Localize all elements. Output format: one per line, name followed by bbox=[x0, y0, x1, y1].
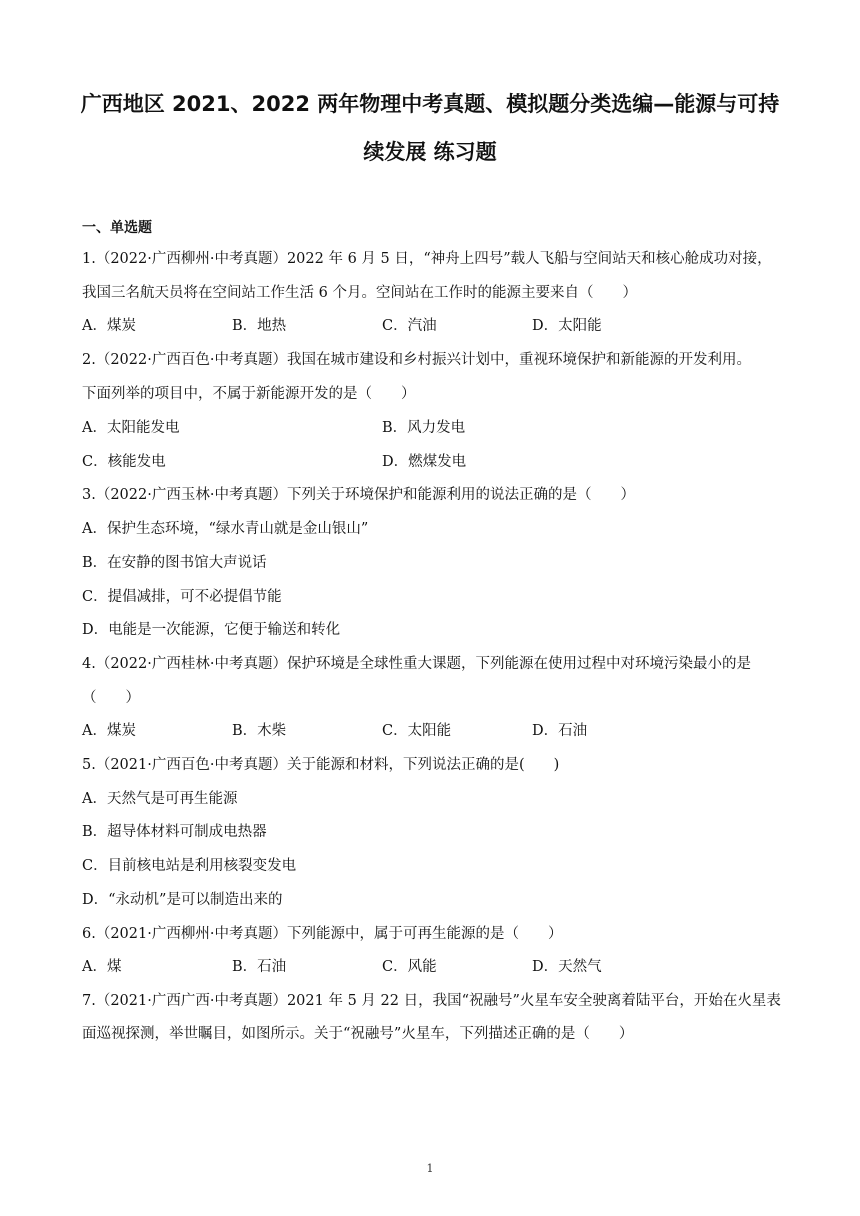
question-3-option-b: B．在安静的图书馆大声说话 bbox=[82, 555, 267, 571]
question-1-text-line-1: 1.（2022·广西柳州·中考真题）2022 年 6 月 5 日，“神舟上四号”载人飞船与空间站天和核心舱成功对接， bbox=[82, 251, 772, 267]
question-3-text-line-1: 3.（2022·广西玉林·中考真题）下列关于环境保护和能源利用的说法正确的是（ ） bbox=[82, 487, 635, 503]
document-title-line-2: 续发展 练习题 bbox=[363, 140, 497, 164]
question-5-text-line-1: 5.（2021·广西百色·中考真题）关于能源和材料，下列说法正确的是( ) bbox=[82, 757, 560, 773]
question-1-option-a: A．煤炭 bbox=[82, 318, 136, 334]
question-6-option-b: B．石油 bbox=[232, 959, 287, 975]
question-2-option-a: A．太阳能发电 bbox=[82, 420, 180, 436]
question-4-text-line-2: （ ） bbox=[82, 690, 140, 706]
question-1-text-line-2: 我国三名航天员将在空间站工作生活 6 个月。空间站在工作时的能源主要来自（ ） bbox=[82, 285, 637, 301]
question-6-option-c: C．风能 bbox=[382, 959, 437, 975]
question-4-text-line-1: 4.（2022·广西桂林·中考真题）保护环境是全球性重大课题，下列能源在使用过程中对环境污染最小的是 bbox=[82, 656, 751, 672]
section-heading: 一、单选题 bbox=[82, 220, 152, 236]
question-5-option-d: D．“永动机”是可以制造出来的 bbox=[82, 892, 283, 908]
question-2-text-line-1: 2.（2022·广西百色·中考真题）我国在城市建设和乡村振兴计划中，重视环境保护和新能源的开发利用。 bbox=[82, 352, 751, 368]
question-1-option-d: D．太阳能 bbox=[532, 318, 602, 334]
question-3-option-a: A．保护生态环境，“绿水青山就是金山银山” bbox=[82, 521, 369, 537]
question-4-option-b: B．木柴 bbox=[232, 723, 287, 739]
question-4-option-d: D．石油 bbox=[532, 723, 588, 739]
question-4-option-c: C．太阳能 bbox=[382, 723, 452, 739]
question-1-option-b: B．地热 bbox=[232, 318, 287, 334]
question-2-option-c: C．核能发电 bbox=[82, 454, 166, 470]
question-3-option-d: D．电能是一次能源，它便于输送和转化 bbox=[82, 622, 341, 638]
question-5-option-a: A．天然气是可再生能源 bbox=[82, 791, 238, 807]
question-6-text-line-1: 6.（2021·广西柳州·中考真题）下列能源中，属于可再生能源的是（ ） bbox=[82, 926, 563, 942]
question-2-text-line-2: 下面列举的项目中，不属于新能源开发的是（ ） bbox=[82, 386, 416, 402]
question-2-option-b: B．风力发电 bbox=[382, 420, 466, 436]
question-7-text-line-2: 面巡视探测，举世瞩目，如图所示。关于“祝融号”火星车，下列描述正确的是（ ） bbox=[82, 1026, 634, 1042]
question-2-option-d: D．燃煤发电 bbox=[382, 454, 467, 470]
document-title-line-1: 广西地区 2021、2022 两年物理中考真题、模拟题分类选编—能源与可持 bbox=[80, 92, 780, 116]
question-4-option-a: A．煤炭 bbox=[82, 723, 136, 739]
question-7-text-line-1: 7.（2021·广西广西·中考真题）2021 年 5 月 22 日，我国“祝融号”火星车安全驶离着陆平台，开始在火星表 bbox=[82, 993, 781, 1009]
question-1-option-c: C．汽油 bbox=[382, 318, 437, 334]
page-number: 1 bbox=[426, 1162, 434, 1175]
question-3-option-c: C．提倡减排，可不必提倡节能 bbox=[82, 589, 282, 605]
question-5-option-c: C．目前核电站是利用核裂变发电 bbox=[82, 858, 297, 874]
question-5-option-b: B．超导体材料可制成电热器 bbox=[82, 824, 267, 840]
question-6-option-a: A．煤 bbox=[82, 959, 122, 975]
question-6-option-d: D．天然气 bbox=[532, 959, 602, 975]
